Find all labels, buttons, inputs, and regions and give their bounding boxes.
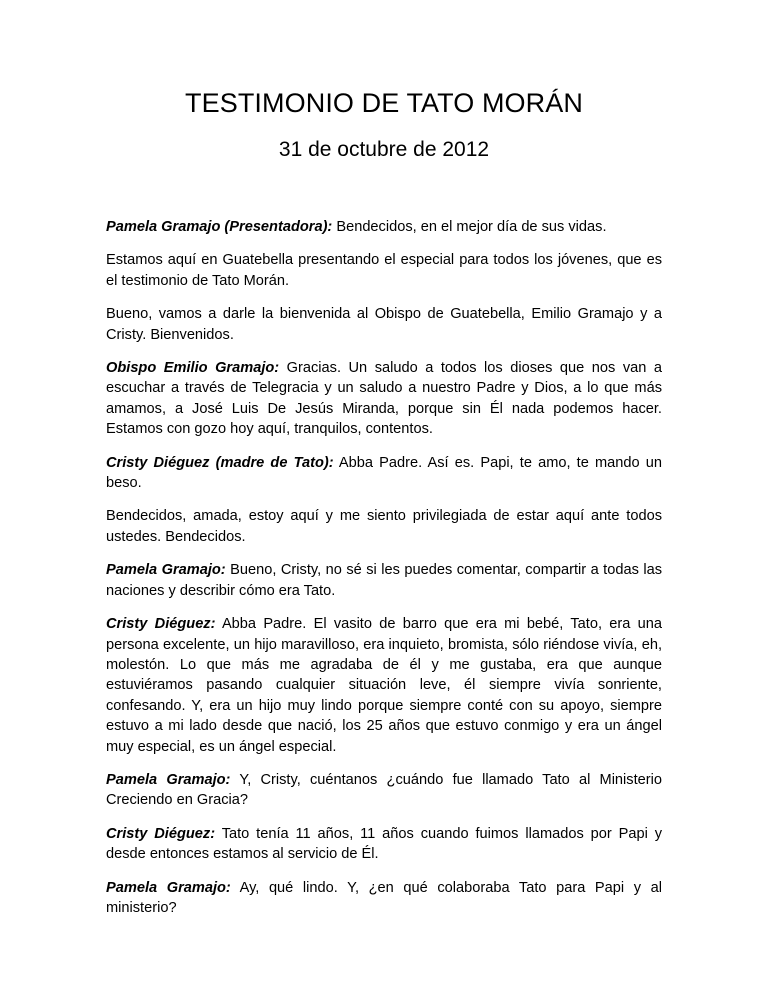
speaker-name: Pamela Gramajo: (106, 562, 226, 579)
paragraph-text: Ay, qué lindo. Y, ¿en qué colaboraba Tato para Papi y al ministerio? (106, 879, 662, 916)
speaker-name: Cristy Diéguez: (106, 825, 216, 842)
speaker-name: Cristy Diéguez: (106, 616, 216, 633)
speaker-name: Pamela Gramajo (Presentadora): (106, 219, 333, 235)
document-date: 31 de octubre de 2012 (278, 138, 490, 161)
speaker-name: Pamela Gramajo: (106, 879, 231, 896)
paragraph (106, 824, 662, 865)
paragraph (106, 770, 662, 811)
paragraph (106, 304, 662, 345)
paragraph (106, 358, 662, 440)
paragraph (106, 614, 662, 757)
paragraph-text: Abba Padre. El vasito de barro que era mi bebé, Tato, era una persona excelente, un hijo maravilloso, era inquieto, bromista, sólo riéndose vivía, eh, molestón. Lo que más me agradaba de él y me gustaba, era que aunque estuviéramos pasando cualquier situación leve, él siempre vivía sonriente, confesando. Y, era un hijo muy lindo porque siempre conté con su apoyo, siempre estuvo a mi lado desde que nació, los 25 años que estuvo conmigo y era un ángel muy especial, es un ángel especial. (106, 616, 663, 755)
paragraph-text: Bendecidos, amada, estoy aquí y me siento privilegiada de estar aquí ante todos ustedes. Bendecidos. (106, 508, 662, 545)
speaker-name: Pamela Gramajo: (106, 771, 231, 788)
paragraph (106, 560, 662, 601)
paragraph-text: Abba Padre. Así es. Papi, te amo, te mando un beso. (106, 454, 662, 492)
paragraph (106, 217, 662, 237)
paragraph-text: Estamos aquí en Guatebella presentando el especial para todos los jóvenes, que es el testimonio de Tato Morán. (106, 252, 662, 289)
paragraph (106, 453, 662, 494)
paragraph-text: Y, Cristy, cuéntanos ¿cuándo fue llamado Tato al Ministerio Creciendo en Gracia? (106, 771, 662, 809)
paragraph-text: Tato tenía 11 años, 11 años cuando fuimos llamados por Papi y desde entonces estamos al servicio de Él. (106, 825, 663, 863)
speaker-name: Obispo Emilio Gramajo: (106, 360, 280, 377)
paragraph (106, 506, 662, 547)
paragraph-text: Gracias. Un saludo a todos los dioses que nos van a escuchar a través de Telegracia y un saludo a nuestro Padre y Dios, a lo que más amamos, a José Luis De Jesús Miranda, porque sin Él nada podemos hacer. Estamos con gozo hoy aquí, tranquilos, contentos. (106, 360, 662, 438)
document-body (106, 217, 662, 931)
paragraph (106, 878, 662, 919)
speaker-name: Cristy Diéguez (madre de Tato): (106, 454, 334, 471)
paragraph-text: Bueno, vamos a darle la bienvenida al Obispo de Guatebella, Emilio Gramajo y a Cristy. Bienvenidos. (106, 306, 662, 343)
paragraph (106, 250, 662, 291)
paragraph-text: Bendecidos, en el mejor día de sus vidas. (332, 219, 607, 235)
document-title: TESTIMONIO DE TATO MORÁN (185, 88, 583, 118)
paragraph-text: Bueno, Cristy, no sé si les puedes comentar, compartir a todas las naciones y describir cómo era Tato. (106, 562, 662, 599)
